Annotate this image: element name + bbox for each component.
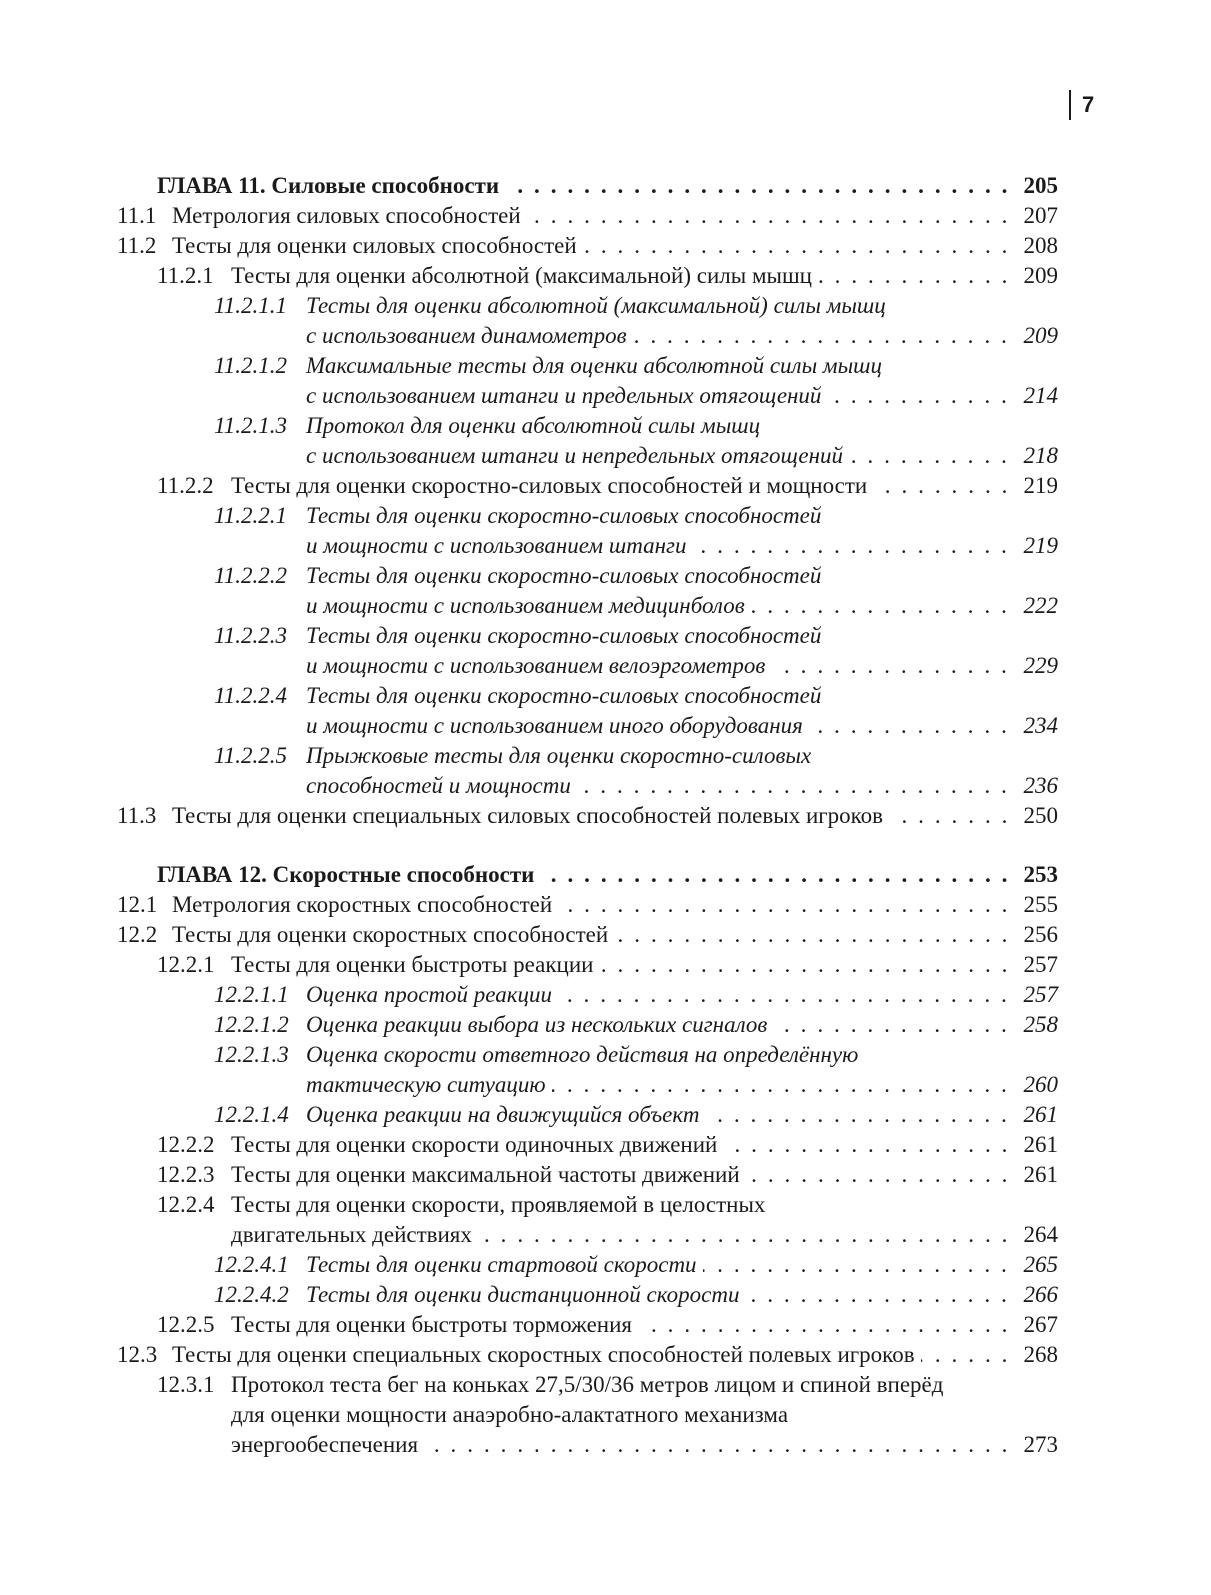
dot-leader	[541, 860, 1010, 890]
section-number: 12.2.1	[157, 952, 215, 977]
section-title: Оценка реакции на движущийся объект	[306, 1102, 700, 1127]
section-number: 12.2.1.3	[214, 1042, 289, 1067]
section-title: Тесты для оценки скоростно-силовых способностей	[306, 623, 822, 648]
dot-leader	[890, 801, 1010, 831]
section-title: Тесты для оценки скоростно-силовых способностей	[306, 563, 822, 588]
toc-entry-line	[0, 1400, 1211, 1430]
toc-entry-line[interactable]	[0, 801, 1211, 831]
toc-entry-line[interactable]	[0, 1130, 1211, 1160]
toc-entry-line[interactable]	[0, 1010, 1211, 1040]
dot-leader	[583, 231, 1010, 261]
toc-entry-line[interactable]	[0, 501, 1211, 531]
toc-entry-line[interactable]	[0, 1280, 1211, 1310]
section-title: Тесты для оценки быстроты торможения	[231, 1312, 633, 1337]
section-title: Метрология силовых способностей	[172, 203, 521, 228]
page-ref: 264	[1023, 1222, 1058, 1247]
chapter-title: ГЛАВА 11. Силовые способности	[157, 173, 500, 198]
dot-leader	[600, 950, 1010, 980]
section-title: Оценка скорости ответного действия на определённую	[306, 1042, 859, 1067]
dot-leader	[724, 1130, 1010, 1160]
toc-entry-line	[0, 711, 1211, 741]
dot-leader	[615, 920, 1010, 950]
toc-entry-line[interactable]	[0, 920, 1211, 950]
section-number: 12.3.1	[157, 1372, 215, 1397]
dot-leader	[828, 381, 1010, 411]
toc-entry-line[interactable]	[0, 1100, 1211, 1130]
page-ref: 236	[1023, 773, 1058, 798]
section-number: 11.2.2.2	[214, 563, 288, 588]
dot-leader	[693, 531, 1010, 561]
page-ref: 214	[1023, 383, 1058, 408]
toc-entry-line[interactable]	[0, 890, 1211, 920]
section-number: 12.2.1.4	[214, 1102, 289, 1127]
section-number: 11.2.2	[157, 473, 214, 498]
section-number: 11.2.1.2	[214, 353, 288, 378]
dot-leader	[478, 1220, 1010, 1250]
section-number: 12.2.1.1	[214, 982, 289, 1007]
dot-leader	[703, 1250, 1010, 1280]
page-ref: 209	[1023, 323, 1058, 348]
section-title: Тесты для оценки абсолютной (максимальной) силы мышц	[231, 263, 812, 288]
toc-entry-line[interactable]	[0, 351, 1211, 381]
section-title: Тесты для оценки скоростно-силовых способностей	[306, 683, 822, 708]
section-number: 11.2.2.5	[214, 743, 288, 768]
section-title: и мощности с использованием иного оборудования	[306, 713, 803, 738]
page-ref: 266	[1023, 1282, 1058, 1307]
section-number: 11.2.1.1	[214, 293, 288, 318]
section-title: Прыжковые тесты для оценки скоростно-силовых	[306, 743, 812, 768]
section-title: Тесты для оценки силовых способностей	[172, 233, 577, 258]
page-ref: 260	[1023, 1072, 1058, 1097]
section-title: Тесты для оценки скорости, проявляемой в целостных	[231, 1192, 766, 1217]
section-number: 12.1	[117, 892, 158, 917]
toc-entry-line[interactable]	[0, 471, 1211, 501]
toc-entry-line[interactable]	[0, 1190, 1211, 1220]
toc-entry-line[interactable]	[0, 1250, 1211, 1280]
page-ref: 257	[1023, 952, 1058, 977]
page-ref: 253	[1023, 862, 1058, 887]
toc-entry-line	[0, 381, 1211, 411]
toc-entry-line	[0, 321, 1211, 351]
dot-leader	[506, 171, 1010, 201]
toc-entry-line[interactable]	[0, 980, 1211, 1010]
toc-entry-line[interactable]	[0, 1160, 1211, 1190]
section-title: Тесты для оценки дистанционной скорости	[306, 1282, 740, 1307]
dot-leader	[809, 711, 1010, 741]
section-title: Тесты для оценки специальных скоростных способностей полевых игроков	[172, 1342, 915, 1367]
section-number: 11.2.1	[157, 263, 214, 288]
section-title: и мощности с использованием медицинболов	[306, 593, 745, 618]
page-ref: 257	[1023, 982, 1058, 1007]
section-number: 11.2.1.3	[214, 413, 288, 438]
page-ref: 219	[1023, 533, 1058, 558]
section-title: Оценка реакции выбора из нескольких сигналов	[306, 1012, 768, 1037]
section-title: Тесты для оценки абсолютной (максимальной) силы мышц	[306, 293, 886, 318]
section-number: 12.2.4.1	[214, 1252, 289, 1277]
page-ref: 273	[1023, 1432, 1058, 1457]
section-title: Протокол теста бег на коньках 27,5/30/36 метров лицом и спиной вперёд	[231, 1372, 944, 1397]
section-title: двигательных действиях	[231, 1222, 472, 1247]
page-ref: 268	[1023, 1342, 1058, 1367]
toc-entry-line	[0, 1220, 1211, 1250]
toc-entry-line[interactable]	[0, 741, 1211, 771]
section-number: 11.2.2.4	[214, 683, 288, 708]
page-ref: 255	[1023, 892, 1058, 917]
toc-entry-line	[0, 1070, 1211, 1100]
section-number: 12.2.4	[157, 1192, 215, 1217]
section-number: 12.2.2	[157, 1132, 215, 1157]
section-title: для оценки мощности анаэробно-алактатного механизма	[231, 1402, 789, 1427]
chapter-gap	[0, 831, 1211, 860]
dot-leader	[558, 980, 1010, 1010]
section-title: с использованием штанги и непредельных отягощений	[306, 443, 844, 468]
chapter-title: ГЛАВА 12. Скоростные способности	[157, 862, 535, 887]
section-title: Максимальные тесты для оценки абсолютной силы мышц	[306, 353, 883, 378]
page-ref: 205	[1023, 173, 1058, 198]
section-number: 12.2	[117, 922, 158, 947]
toc-entry-line	[0, 771, 1211, 801]
section-title: с использованием штанги и предельных отягощений	[306, 383, 822, 408]
toc-entry-line	[0, 441, 1211, 471]
toc-entry-line[interactable]	[0, 261, 1211, 291]
page-ref: 261	[1023, 1132, 1058, 1157]
section-title: способностей и мощности	[306, 773, 571, 798]
page-number: 7	[1082, 92, 1095, 117]
chapter-heading[interactable]	[0, 171, 1211, 201]
page-ref: 234	[1023, 713, 1058, 738]
dot-leader	[850, 441, 1010, 471]
dot-leader	[818, 261, 1010, 291]
toc-entry-line	[0, 591, 1211, 621]
section-title: и мощности с использованием штанги	[306, 533, 687, 558]
toc-entry-line[interactable]	[0, 950, 1211, 980]
dot-leader	[552, 1070, 1010, 1100]
dot-leader	[527, 201, 1010, 231]
toc-entry-line[interactable]	[0, 291, 1211, 321]
dot-leader	[746, 1160, 1010, 1190]
toc-entry-line	[0, 1430, 1211, 1460]
section-number: 12.3	[117, 1342, 158, 1367]
toc-entry-line[interactable]	[0, 231, 1211, 261]
section-number: 11.2	[117, 233, 157, 258]
page-ref: 208	[1023, 233, 1058, 258]
page-ref: 250	[1023, 803, 1058, 828]
toc-entry-line	[0, 651, 1211, 681]
page-ref: 256	[1023, 922, 1058, 947]
dot-leader	[425, 1430, 1010, 1460]
toc-entry-line[interactable]	[0, 411, 1211, 441]
section-number: 12.2.4.2	[214, 1282, 289, 1307]
dot-leader	[746, 1280, 1010, 1310]
section-title: с использованием динамометров	[306, 323, 627, 348]
toc-entry-line[interactable]	[0, 621, 1211, 651]
section-title: Тесты для оценки скоростно-силовых способностей и мощности	[231, 473, 868, 498]
page-ref: 258	[1023, 1012, 1058, 1037]
section-number: 12.2.1.2	[214, 1012, 289, 1037]
dot-leader	[633, 321, 1010, 351]
toc-entry-line[interactable]	[0, 201, 1211, 231]
section-number: 11.2.2.3	[214, 623, 288, 648]
dot-leader	[921, 1340, 1010, 1370]
toc-entry-line[interactable]	[0, 1340, 1211, 1370]
page-ref: 209	[1023, 263, 1058, 288]
section-title: Оценка простой реакции	[306, 982, 552, 1007]
toc-entry-line[interactable]	[0, 1040, 1211, 1070]
section-title: Протокол для оценки абсолютной силы мышц	[306, 413, 761, 438]
section-title: Тесты для оценки максимальной частоты движений	[231, 1162, 740, 1187]
toc-entry-line[interactable]	[0, 681, 1211, 711]
section-title: Тесты для оценки стартовой скорости	[306, 1252, 697, 1277]
section-title: Метрология скоростных способностей	[172, 892, 553, 917]
section-number: 12.2.3	[157, 1162, 215, 1187]
page-ref: 261	[1023, 1162, 1058, 1187]
page-ref: 265	[1023, 1252, 1058, 1277]
toc-entry-line[interactable]	[0, 561, 1211, 591]
section-title: тактическую ситуацию	[306, 1072, 546, 1097]
section-number: 11.2.2.1	[214, 503, 288, 528]
section-number: 11.3	[117, 803, 157, 828]
dot-leader	[706, 1100, 1010, 1130]
section-title: Тесты для оценки скоростно-силовых способностей	[306, 503, 822, 528]
page-ref: 219	[1023, 473, 1058, 498]
page-ref: 218	[1023, 443, 1058, 468]
page-ref: 229	[1023, 653, 1058, 678]
section-title: и мощности с использованием велоэргометров	[306, 653, 766, 678]
section-title: Тесты для оценки быстроты реакции	[231, 952, 594, 977]
section-number: 11.1	[117, 203, 157, 228]
table-of-contents	[0, 171, 1211, 1460]
page-ref: 222	[1023, 593, 1058, 618]
section-number: 12.2.5	[157, 1312, 215, 1337]
dot-leader	[639, 1310, 1010, 1340]
page-ref: 207	[1023, 203, 1058, 228]
page-number-rule	[1069, 90, 1071, 120]
page-ref: 267	[1023, 1312, 1058, 1337]
section-title: Тесты для оценки скоростных способностей	[172, 922, 609, 947]
dot-leader	[874, 471, 1010, 501]
dot-leader	[577, 771, 1010, 801]
dot-leader	[772, 651, 1010, 681]
dot-leader	[751, 591, 1010, 621]
section-title: Тесты для оценки скорости одиночных движений	[231, 1132, 718, 1157]
page-ref: 261	[1023, 1102, 1058, 1127]
chapter-heading[interactable]	[0, 860, 1211, 890]
toc-entry-line	[0, 531, 1211, 561]
toc-entry-line[interactable]	[0, 1370, 1211, 1400]
dot-leader	[559, 890, 1010, 920]
section-title: энергообеспечения	[231, 1432, 419, 1457]
dot-leader	[774, 1010, 1010, 1040]
section-title: Тесты для оценки специальных силовых способностей полевых игроков	[172, 803, 884, 828]
toc-entry-line[interactable]	[0, 1310, 1211, 1340]
